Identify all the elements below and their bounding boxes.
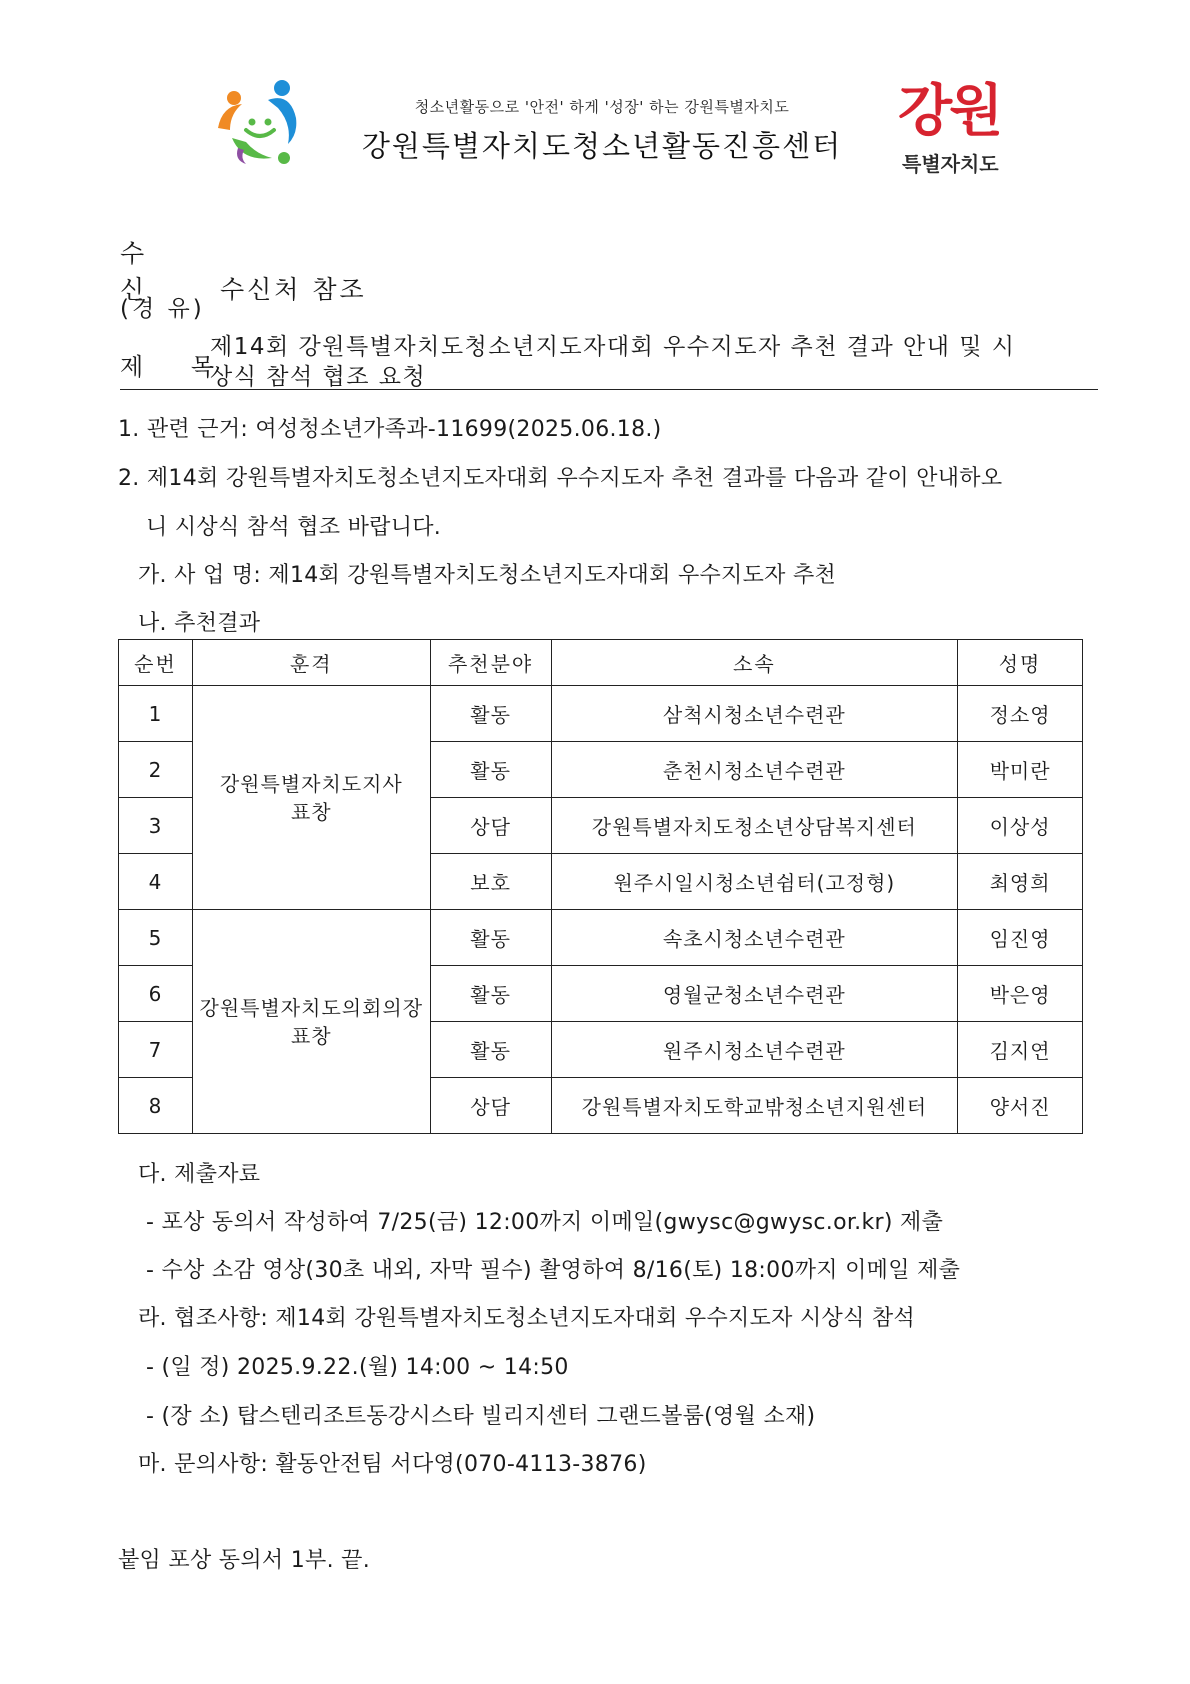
award-cell bbox=[192, 686, 430, 910]
subject-label: 제 목 bbox=[120, 353, 234, 381]
row-field: 활동 bbox=[430, 966, 551, 1022]
row-field: 상담 bbox=[430, 798, 551, 854]
row-name: 박은영 bbox=[958, 966, 1083, 1022]
recommendation-table bbox=[118, 639, 1083, 1134]
row-no: 2 bbox=[119, 742, 193, 798]
subject-value bbox=[210, 332, 1100, 392]
row-org: 삼척시청소년수련관 bbox=[551, 686, 958, 742]
subject-line-1: 제14회 강원특별자치도청소년지도자대회 우수지도자 추천 결과 안내 및 시 bbox=[210, 334, 1016, 360]
row-field: 상담 bbox=[430, 1078, 551, 1134]
item-da-2: - 수상 소감 영상(30초 내외, 자막 필수) 촬영하여 8/16(토) 18:00까지 이메일 제출 bbox=[146, 1258, 961, 1283]
row-no: 6 bbox=[119, 966, 193, 1022]
via-label: (경 유) bbox=[120, 296, 205, 322]
header-org: 소속 bbox=[551, 640, 958, 686]
row-name: 김지연 bbox=[958, 1022, 1083, 1078]
item-2-line-2: 니 시상식 참석 협조 바랍니다. bbox=[146, 515, 442, 540]
attachment-line: 붙임 포상 동의서 1부. 끝. bbox=[118, 1548, 371, 1573]
row-no: 7 bbox=[119, 1022, 193, 1078]
subject-divider bbox=[120, 389, 1098, 390]
row-no: 8 bbox=[119, 1078, 193, 1134]
row-no: 4 bbox=[119, 854, 193, 910]
item-da-1: - 포상 동의서 작성하여 7/25(금) 12:00까지 이메일(gwysc@gwysc.or.kr) 제출 bbox=[146, 1210, 944, 1235]
item-2-line-1: 2. 제14회 강원특별자치도청소년지도자대회 우수지도자 추천 결과를 다음과 같이 안내하오 bbox=[118, 466, 1003, 491]
row-field: 보호 bbox=[430, 854, 551, 910]
item-da: 다. 제출자료 bbox=[138, 1162, 261, 1187]
row-name: 이상성 bbox=[958, 798, 1083, 854]
row-field: 활동 bbox=[430, 686, 551, 742]
row-field: 활동 bbox=[430, 910, 551, 966]
row-no: 5 bbox=[119, 910, 193, 966]
gangwon-logo bbox=[898, 79, 1008, 180]
table-header-row bbox=[119, 640, 1083, 686]
award-line-2: 표창 bbox=[290, 799, 332, 824]
row-name: 최영희 bbox=[958, 854, 1083, 910]
row-name: 박미란 bbox=[958, 742, 1083, 798]
row-org: 속초시청소년수련관 bbox=[551, 910, 958, 966]
row-name: 양서진 bbox=[958, 1078, 1083, 1134]
table-row bbox=[119, 910, 1083, 966]
header-field: 추천분야 bbox=[430, 640, 551, 686]
row-org: 강원특별자치도청소년상담복지센터 bbox=[551, 798, 958, 854]
row-no: 1 bbox=[119, 686, 193, 742]
row-field: 활동 bbox=[430, 742, 551, 798]
award-line-2: 표창 bbox=[290, 1023, 332, 1048]
subject-line-2: 상식 참석 협조 요청 bbox=[210, 364, 427, 390]
gangwon-logo-small: 특별자치도 bbox=[902, 152, 999, 176]
award-line-1: 강원특별자치도지사 bbox=[219, 771, 403, 796]
row-org: 강원특별자치도학교밖청소년지원센터 bbox=[551, 1078, 958, 1134]
item-ga: 가. 사 업 명: 제14회 강원특별자치도청소년지도자대회 우수지도자 추천 bbox=[138, 563, 837, 588]
tagline: 청소년활동으로 '안전' 하게 '성장' 하는 강원특별자치도 bbox=[414, 98, 790, 116]
row-org: 원주시청소년수련관 bbox=[551, 1022, 958, 1078]
row-no: 3 bbox=[119, 798, 193, 854]
row-org: 원주시일시청소년쉼터(고정형) bbox=[551, 854, 958, 910]
row-field: 활동 bbox=[430, 1022, 551, 1078]
row-org: 영월군청소년수련관 bbox=[551, 966, 958, 1022]
row-name: 임진영 bbox=[958, 910, 1083, 966]
item-ra-2: - (장 소) 탑스텐리조트동강시스타 빌리지센터 그랜드볼룸(영월 소재) bbox=[146, 1404, 816, 1429]
gangwon-logo-big: 강원 bbox=[898, 79, 1001, 144]
header-no: 순번 bbox=[119, 640, 193, 686]
item-ma: 마. 문의사항: 활동안전팀 서다영(070-4113-3876) bbox=[138, 1452, 647, 1477]
item-ra: 라. 협조사항: 제14회 강원특별자치도청소년지도자대회 우수지도자 시상식 참석 bbox=[138, 1306, 916, 1331]
row-name: 정소영 bbox=[958, 686, 1083, 742]
item-ra-1: - (일 정) 2025.9.22.(월) 14:00 ~ 14:50 bbox=[146, 1355, 569, 1380]
item-1: 1. 관련 근거: 여성청소년가족과-11699(2025.06.18.) bbox=[118, 417, 662, 442]
recipient-label: 수 신 bbox=[120, 239, 165, 304]
award-cell bbox=[192, 910, 430, 1134]
header-award: 훈격 bbox=[192, 640, 430, 686]
item-na: 나. 추천결과 bbox=[138, 611, 261, 636]
row-org: 춘천시청소년수련관 bbox=[551, 742, 958, 798]
organization-name: 강원특별자치도청소년활동진흥센터 bbox=[361, 129, 843, 163]
header-name: 성명 bbox=[958, 640, 1083, 686]
recipient-value: 수신처 참조 bbox=[219, 275, 367, 304]
award-line-1: 강원특별자치도의회의장 bbox=[199, 995, 424, 1020]
table-row bbox=[119, 686, 1083, 742]
